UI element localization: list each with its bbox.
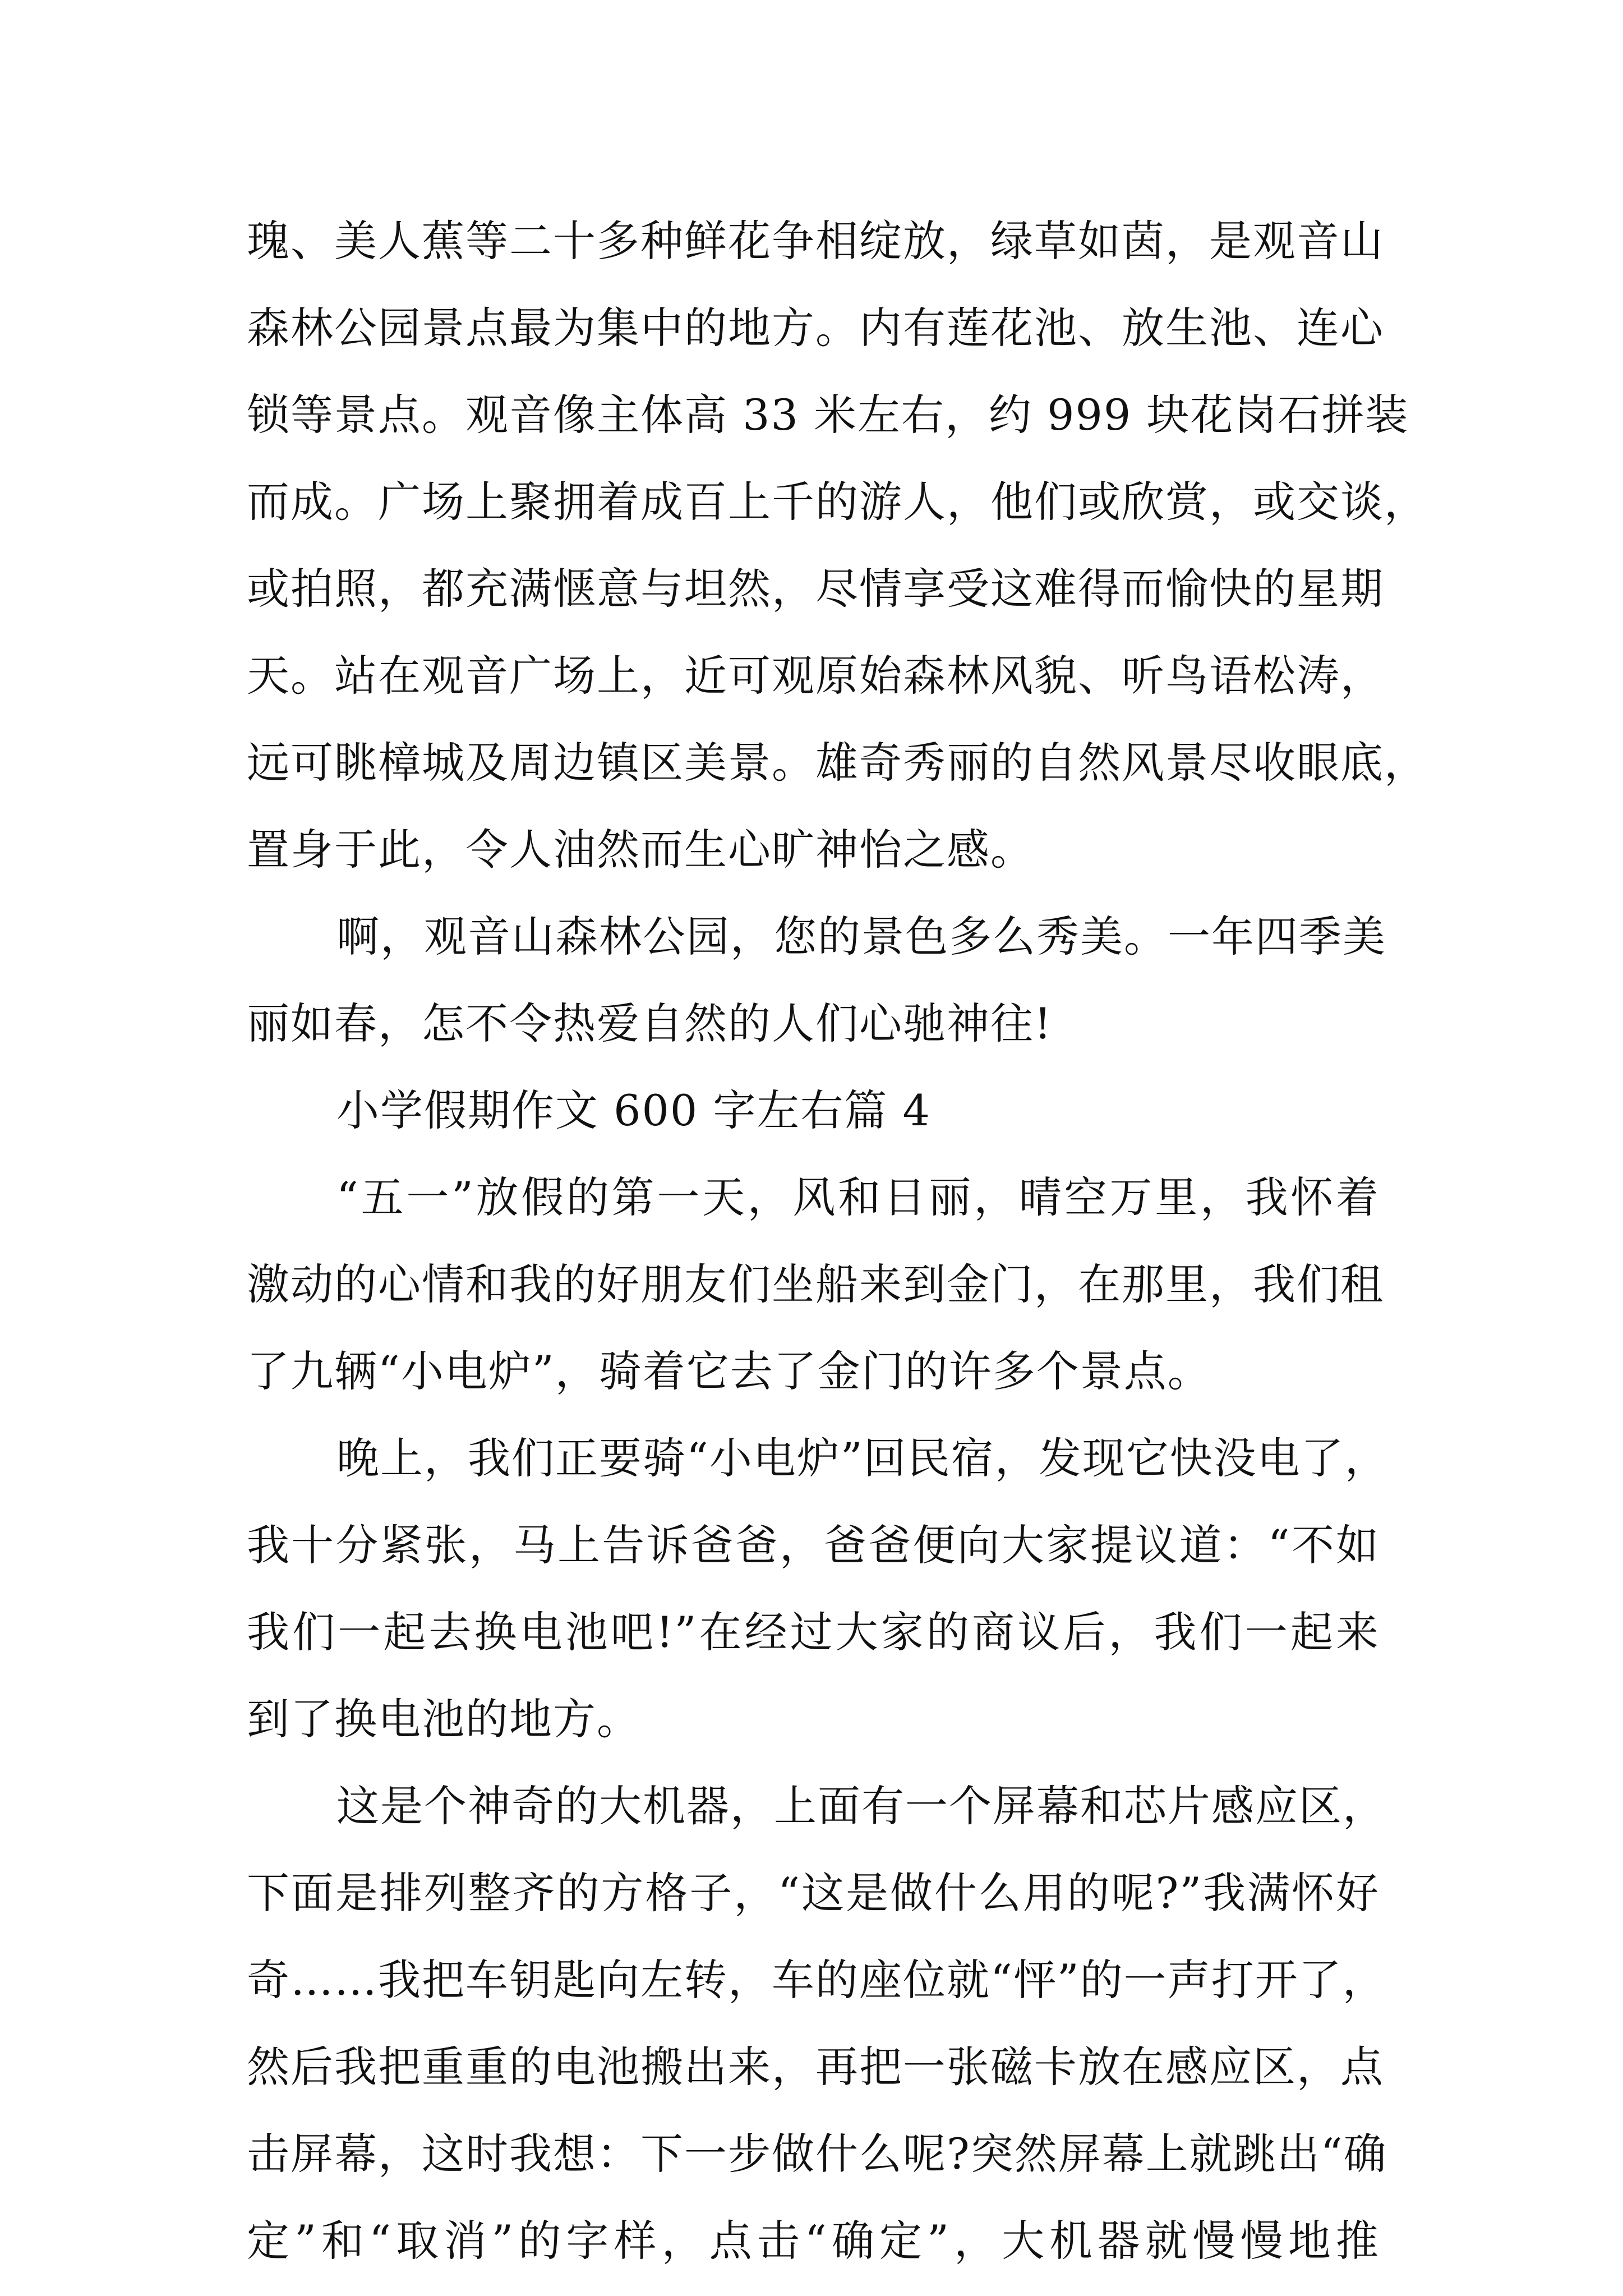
text-line: 击屏幕，这时我想：下一步做什么呢?突然屏幕上就跳出“确: [247, 2129, 1387, 2179]
text-line: 锁等景点。观音像主体高 33 米左右，约 999 块花岗石拼装: [247, 390, 1409, 440]
text-line: 瑰、美人蕉等二十多种鲜花争相绽放，绿草如茵，是观音山: [247, 216, 1384, 266]
text-line: 定”和“取消”的字样，点击“确定”，大机器就慢慢地推: [247, 2216, 1380, 2266]
text-line: 或拍照，都充满惬意与坦然，尽情享受这难得而愉快的星期: [247, 564, 1384, 614]
text-line: 远可眺樟城及周边镇区美景。雄奇秀丽的自然风景尽收眼底，: [247, 738, 1428, 788]
paragraph-first-line: 这是个神奇的大机器，上面有一个屏幕和芯片感应区，: [336, 1781, 1386, 1831]
text-line: 而成。广场上聚拥着成百上千的游人，他们或欣赏，或交谈，: [247, 477, 1428, 527]
text-line: 我们一起去换电池吧!”在经过大家的商议后，我们一起来: [247, 1607, 1380, 1657]
text-line: 然后我把重重的电池搬出来，再把一张磁卡放在感应区，点: [247, 2042, 1384, 2092]
text-line: 奇……我把车钥匙向左转，车的座位就“怦”的一声打开了，: [247, 1955, 1386, 2005]
text-line: 了九辆“小电炉”，骑着它去了金门的许多个景点。: [247, 1346, 1211, 1396]
paragraph-first-line: “五一”放假的第一天，风和日丽，晴空万里，我怀着: [336, 1172, 1380, 1222]
section-heading: 小学假期作文 600 字左右篇 4: [336, 1085, 931, 1135]
paragraph-first-line: 晚上，我们正要骑“小电炉”回民宿，发现它快没电了，: [336, 1433, 1389, 1483]
text-line: 置身于此，令人油然而生心旷神怡之感。: [247, 825, 1034, 875]
text-line: 丽如春，怎不令热爱自然的人们心驰神往!: [247, 999, 1053, 1048]
paragraph-first-line: 啊，观音山森林公园，您的景色多么秀美。一年四季美: [336, 912, 1386, 961]
text-line: 激动的心情和我的好朋友们坐船来到金门，在那里，我们租: [247, 1259, 1384, 1309]
text-line: 森林公园景点最为集中的地方。内有莲花池、放生池、连心: [247, 303, 1384, 353]
text-line: 我十分紧张，马上告诉爸爸，爸爸便向大家提议道：“不如: [247, 1520, 1380, 1570]
text-line: 到了换电池的地方。: [247, 1694, 640, 1744]
text-line: 天。站在观音广场上，近可观原始森林风貌、听鸟语松涛，: [247, 651, 1384, 701]
text-line: 下面是排列整齐的方格子，“这是做什么用的呢?”我满怀好: [247, 1868, 1380, 1918]
